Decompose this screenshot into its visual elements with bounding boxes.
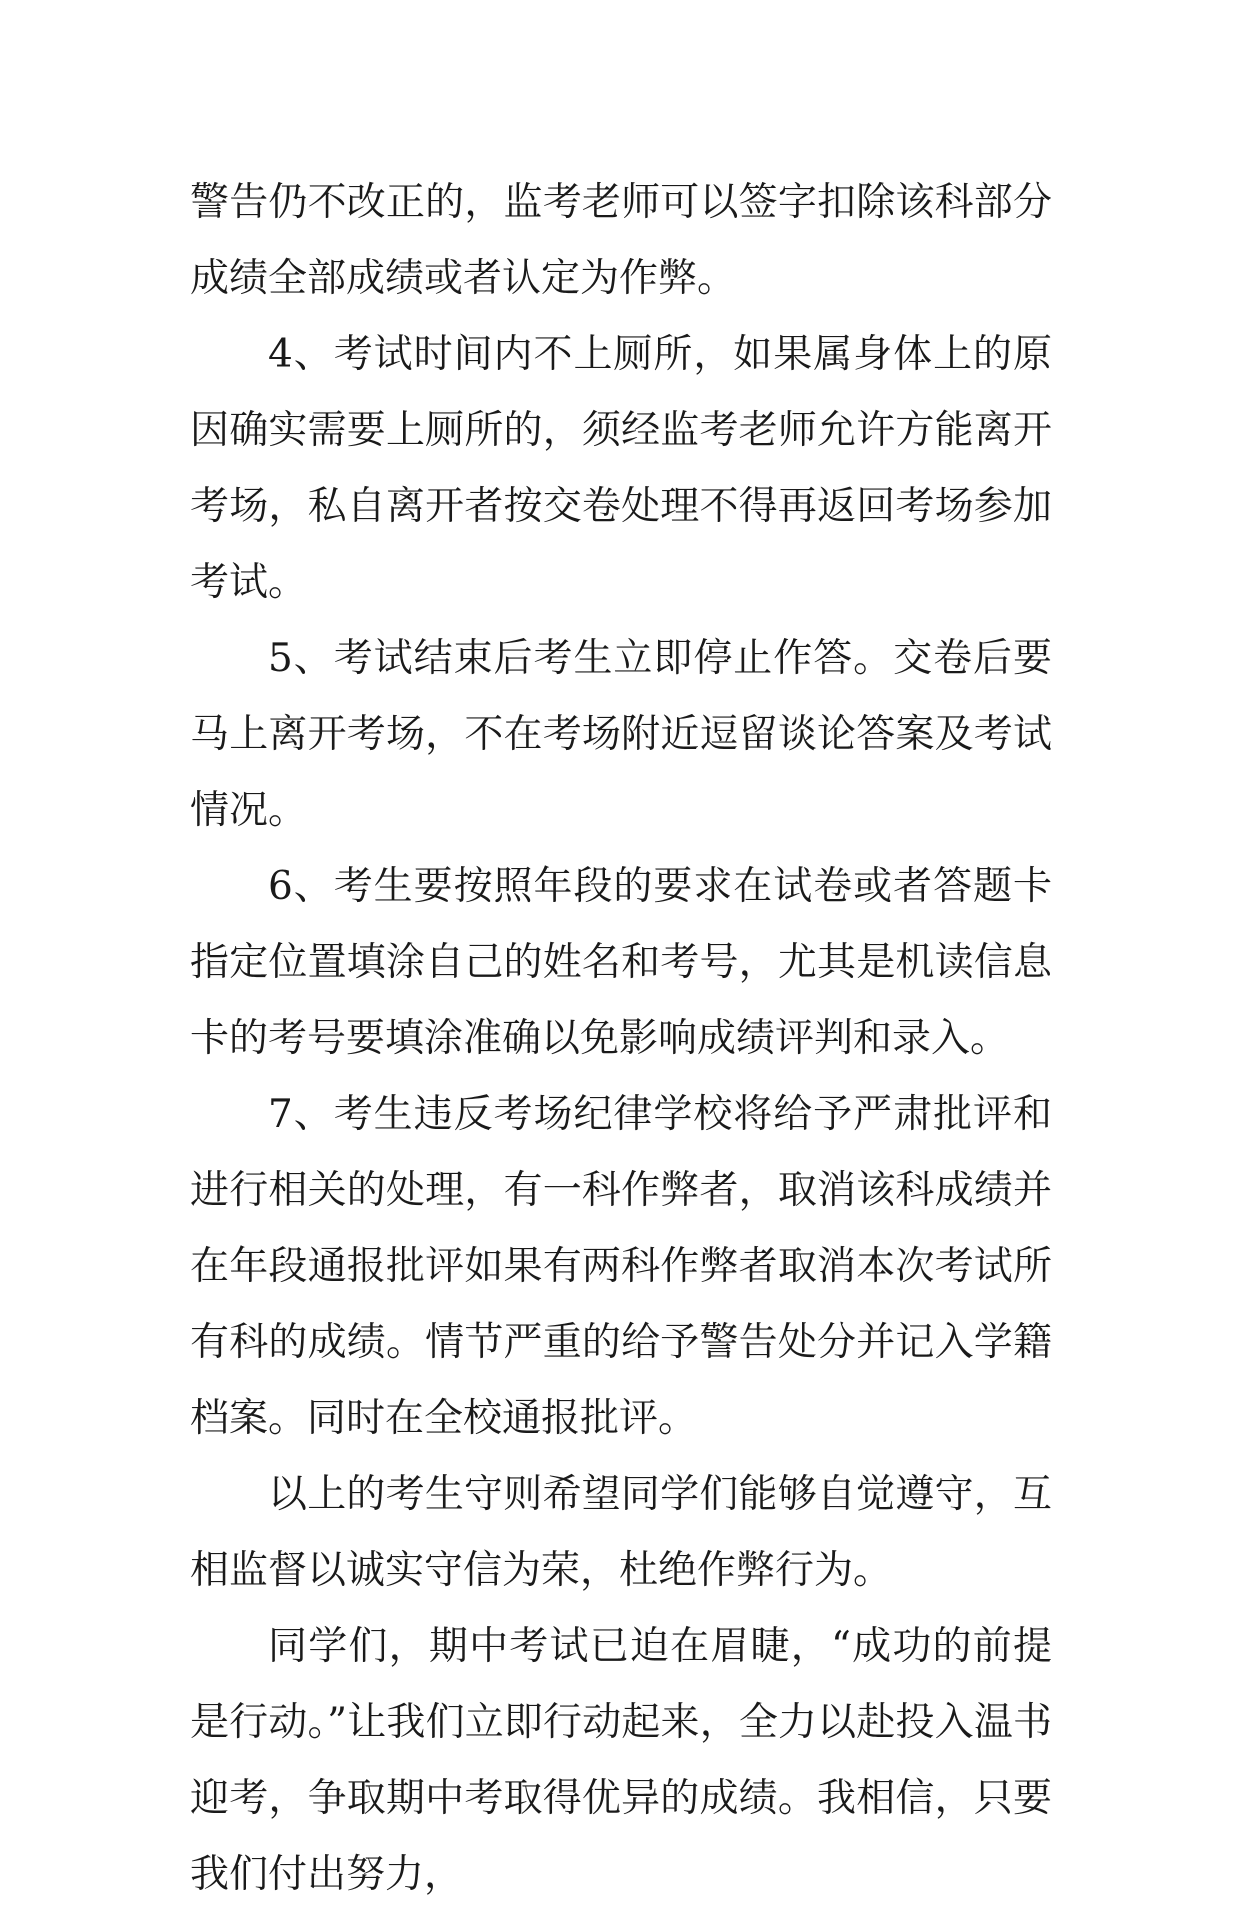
- paragraph-continuation: 警告仍不改正的，监考老师可以签字扣除该科部分成绩全部成绩或者认定为作弊。: [190, 180, 1052, 301]
- paragraph-closing: 同学们，期中考试已迫在眉睫，“成功的前提是行动。”让我们立即行动起来，全力以赴投入温书迎考，争取期中考取得优异的成绩。我相信，只要我们付出努力，: [190, 1624, 1052, 1897]
- paragraph-rule-6: 6、考生要按照年段的要求在试卷或者答题卡指定位置填涂自己的姓名和考号，尤其是机读信息卡的考号要填涂准确以免影响成绩评判和录入。: [190, 864, 1052, 1061]
- paragraph-summary: 以上的考生守则希望同学们能够自觉遵守，互相监督以诚实守信为荣，杜绝作弊行为。: [190, 1472, 1052, 1593]
- paragraph-rule-7: 7、考生违反考场纪律学校将给予严肃批评和进行相关的处理，有一科作弊者，取消该科成绩并在年段通报批评如果有两科作弊者取消本次考试所有科的成绩。情节严重的给予警告处分并记入学籍档案。同时在全校通报批评。: [190, 1092, 1052, 1441]
- paragraph-rule-5: 5、考试结束后考生立即停止作答。交卷后要马上离开考场，不在考场附近逗留谈论答案及考试情况。: [190, 636, 1052, 833]
- document-body: [190, 165, 1052, 1913]
- paragraph-rule-4: 4、考试时间内不上厕所，如果属身体上的原因确实需要上厕所的，须经监考老师允许方能离开考场，私自离开者按交卷处理不得再返回考场参加考试。: [190, 332, 1052, 605]
